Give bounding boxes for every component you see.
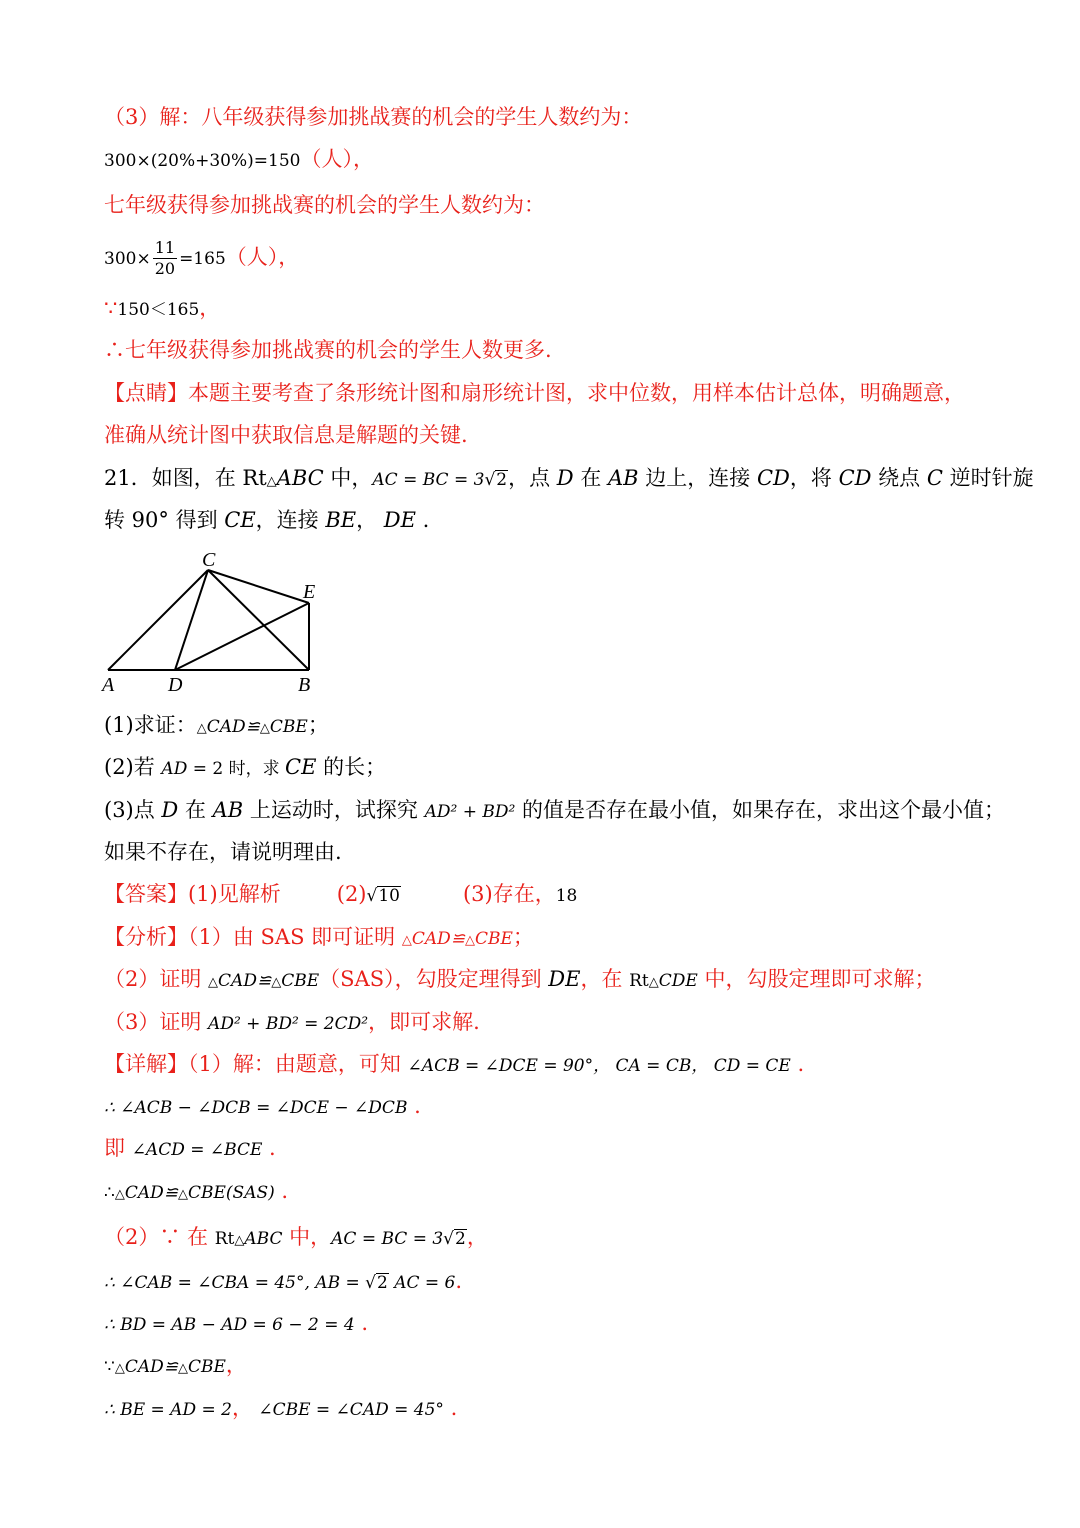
question-2: (2)若 AD = 2 时，求 CE 的长；: [104, 755, 387, 779]
part3-seventh-grade-line: 七年级获得参加挑战赛的机会的学生人数约为：: [104, 193, 545, 217]
analysis-line-2: （2）证明 △CAD≌△CBE（SAS），勾股定理得到 DE，在 Rt△CDE 中，勾股定理即可求解；: [104, 967, 936, 991]
geometry-figure: [96, 546, 336, 696]
label-E: E: [303, 581, 316, 603]
question-3-line-2: 如果不存在，请说明理由.: [104, 840, 342, 864]
detail-line-1: 【详解】（1）解：由题意，可知 ∠ACB = ∠DCE = 90°， CA = CB， CD = CE .: [104, 1052, 805, 1076]
segment-AC: [108, 570, 208, 670]
analysis-line-1: 【分析】（1）由 SAS 即可证明 △CAD≌△CBE；: [104, 925, 534, 949]
segment-BC: [208, 570, 309, 670]
analysis-line-3: （3）证明 AD² + BD² = 2CD²，即可求解.: [104, 1010, 480, 1034]
detail-line-4: ∴△CAD≌△CBE(SAS) .: [104, 1179, 289, 1203]
detail-line-7: ∴ BD = AB − AD = 6 − 2 = 4 .: [104, 1311, 369, 1335]
detail-line-6: ∴ ∠CAB = ∠CBA = 45°, AB = √2 AC = 6.: [104, 1269, 463, 1293]
question-3: (3)点 D 在 AB 上运动时，试探究 AD² + BD² 的值是否存在最小值，如果存在，求出这个最小值；: [104, 798, 1005, 822]
part3-equation-1: 300×(20%+30%)=150（人），: [104, 147, 374, 171]
label-A: A: [102, 674, 115, 696]
answer-line: 【答案】(1)见解析 (2)√10 (3)存在，18: [104, 882, 578, 906]
problem-line-1: 21．如图，在 Rt△ABC 中，AC = BC = 3√2，点 D 在 AB 边上，连接 CD，将 CD 绕点 C 逆时针旋: [104, 466, 1034, 490]
question-1: (1)求证：△CAD≌△CBE；: [104, 713, 329, 737]
dianjing-line-1: 【点睛】本题主要考查了条形统计图和扇形统计图，求中位数，用样本估计总体，明确题意，: [104, 381, 965, 405]
detail-line-8: ∵△CAD≌△CBE，: [104, 1353, 247, 1377]
part3-heading: （3）解：八年级获得参加挑战赛的机会的学生人数约为：: [104, 105, 643, 129]
part3-conclusion: ∴七年级获得参加挑战赛的机会的学生人数更多.: [104, 338, 552, 362]
label-B: B: [298, 674, 311, 696]
segment-DE: [175, 603, 309, 670]
detail-line-9: ∴ BE = AD = 2， ∠CBE = ∠CAD = 45° .: [104, 1396, 458, 1420]
problem-line-2: 转 90° 得到 CE，连接 BE， DE .: [104, 508, 430, 532]
dianjing-line-2: 准确从统计图中获取信息是解题的关键.: [104, 423, 468, 447]
detail-line-2: ∴ ∠ACB − ∠DCB = ∠DCE − ∠DCB .: [104, 1094, 421, 1118]
label-D: D: [168, 674, 183, 696]
part3-comparison: ∵150＜165，: [104, 296, 221, 320]
segment-CE: [208, 570, 309, 603]
label-C: C: [202, 549, 216, 571]
detail-line-3: 即 ∠ACD = ∠BCE .: [104, 1136, 276, 1160]
detail-line-5: （2）∵ 在 Rt△ABC 中，AC = BC = 3√2，: [104, 1225, 488, 1249]
part3-equation-2: 300× $\frac{11}{20}$ =165（人），: [104, 238, 300, 278]
fraction: $\frac{11}{20}$: [154, 238, 176, 278]
